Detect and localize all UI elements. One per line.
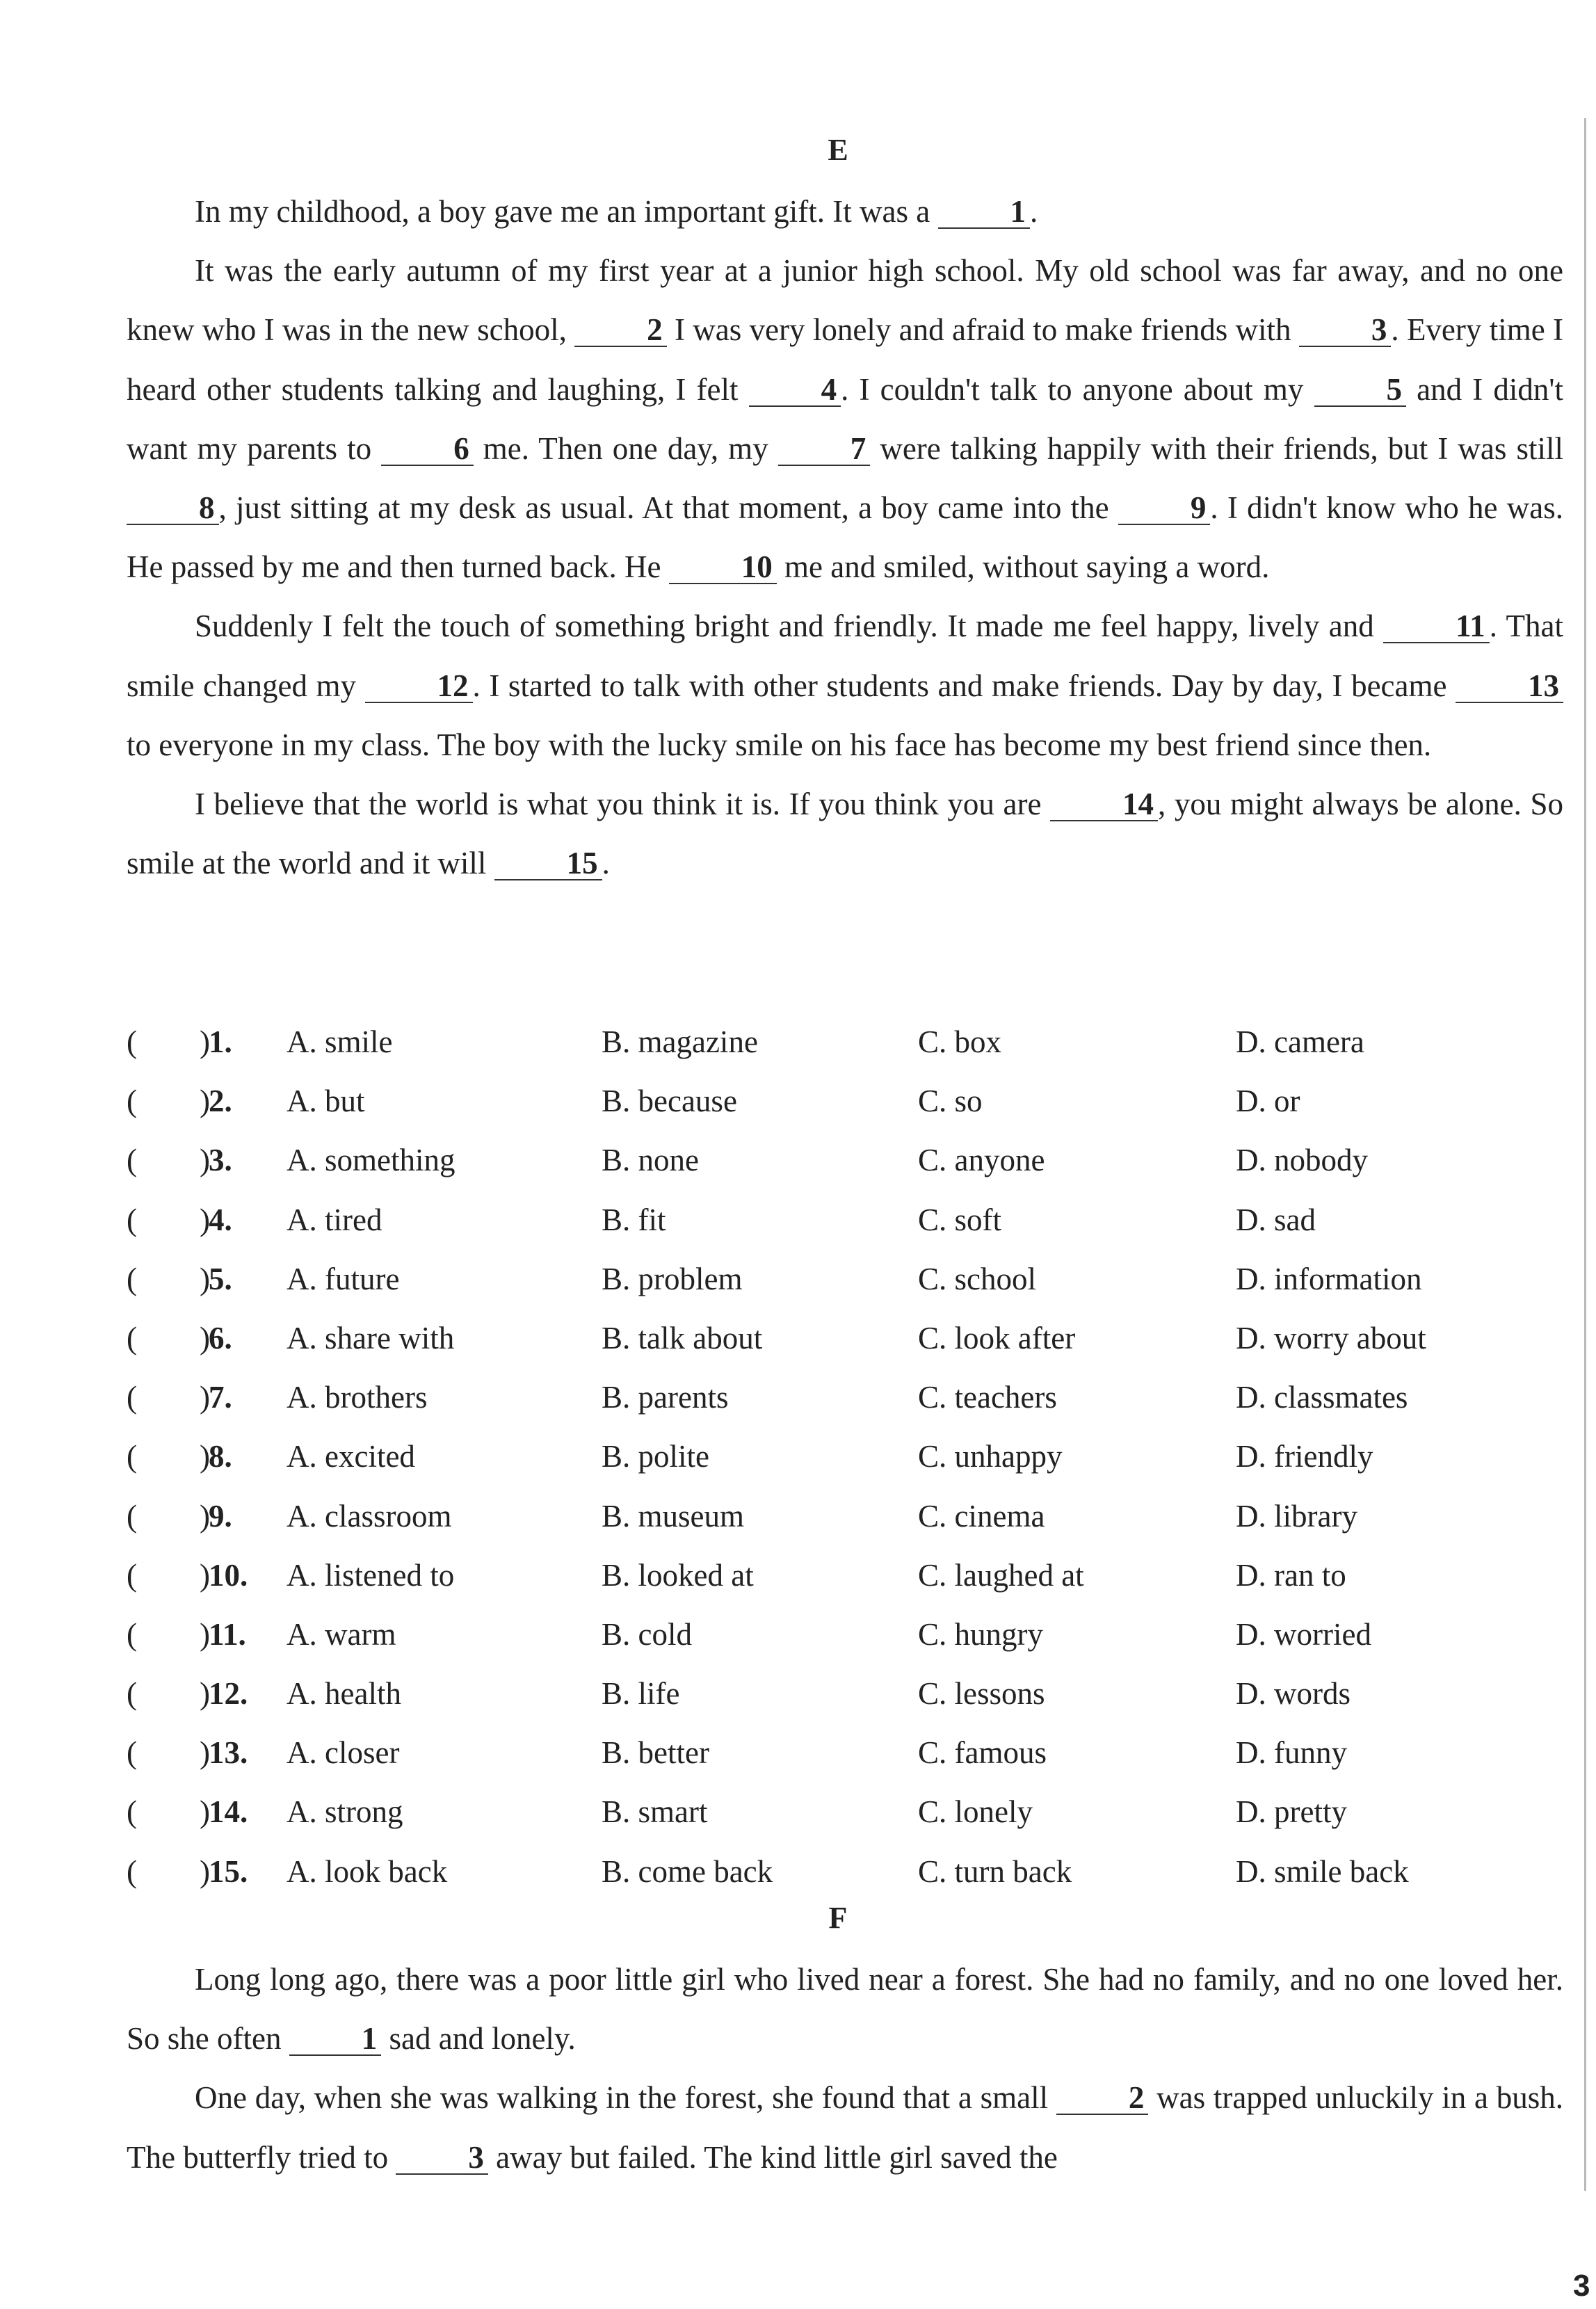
option-d: D. classmates xyxy=(1236,1380,1408,1415)
passage-text: . xyxy=(1030,194,1038,229)
answer-blank: 12 xyxy=(365,670,473,703)
passage-text: Suddenly I felt the touch of something bright and friendly. It made me feel happy, lively and xyxy=(195,609,1384,644)
option-c: C. box xyxy=(918,1024,1002,1059)
option-a: A. look back xyxy=(287,1853,448,1889)
option-a: A. warm xyxy=(287,1616,396,1652)
option-b: B. looked at xyxy=(602,1557,754,1593)
answer-bracket[interactable]: ( ) xyxy=(127,1794,210,1830)
passage-text: , you might always be alone. So smile at the world and it will xyxy=(127,787,1563,881)
option-c: C. so xyxy=(918,1084,983,1119)
option-b: B. smart xyxy=(602,1794,708,1830)
option-d: D. information xyxy=(1236,1261,1422,1296)
option-c: C. laughed at xyxy=(918,1557,1084,1593)
section-f-title: F xyxy=(828,1901,848,1935)
answer-blank: 2 xyxy=(1056,2082,1149,2115)
question-number: 13. xyxy=(209,1735,248,1771)
option-a: A. smile xyxy=(287,1024,393,1059)
question-row xyxy=(127,1783,1563,1842)
option-d: D. ran to xyxy=(1236,1557,1346,1593)
answer-bracket[interactable]: ( ) xyxy=(127,1498,210,1534)
question-row xyxy=(127,1487,1563,1546)
question-row xyxy=(127,1191,1563,1250)
question-number: 1. xyxy=(209,1024,232,1059)
question-row xyxy=(127,1072,1563,1131)
option-a: A. brothers xyxy=(287,1380,428,1415)
option-a: A. classroom xyxy=(287,1498,452,1534)
option-b: B. problem xyxy=(602,1261,743,1296)
answer-bracket[interactable]: ( ) xyxy=(127,1143,210,1178)
answer-blank: 7 xyxy=(778,433,871,466)
option-b: B. museum xyxy=(602,1498,745,1534)
option-d: D. camera xyxy=(1236,1024,1364,1059)
question-row xyxy=(127,1131,1563,1190)
answer-blank: 9 xyxy=(1118,492,1211,525)
right-margin-rule xyxy=(1584,118,1586,2191)
paragraph xyxy=(127,182,1563,241)
question-number: 14. xyxy=(209,1794,248,1830)
question-number: 12. xyxy=(209,1676,248,1712)
passage-text: . I didn't know who he was. He passed by me and then turned back. He xyxy=(127,490,1563,585)
question-row xyxy=(127,1842,1563,1901)
answer-bracket[interactable]: ( ) xyxy=(127,1024,210,1059)
answer-blank: 1 xyxy=(289,2023,382,2056)
option-a: A. strong xyxy=(287,1794,403,1830)
answer-bracket[interactable]: ( ) xyxy=(127,1735,210,1771)
question-number: 15. xyxy=(209,1853,248,1889)
passage-text: me. Then one day, my xyxy=(473,431,778,466)
option-c: C. unhappy xyxy=(918,1439,1063,1474)
answer-blank: 8 xyxy=(127,492,219,525)
passage-text: were talking happily with their friends, but I was still xyxy=(870,431,1563,466)
question-row xyxy=(127,1664,1563,1723)
question-number: 11. xyxy=(209,1616,246,1652)
option-b: B. come back xyxy=(602,1853,773,1889)
option-a: A. excited xyxy=(287,1439,415,1474)
answer-blank: 11 xyxy=(1383,611,1490,643)
passage-text: . Every time I heard other students talking and laughing, I felt xyxy=(127,312,1563,407)
options-list xyxy=(127,1013,1563,1901)
answer-bracket[interactable]: ( ) xyxy=(127,1261,210,1296)
passage-text: away but failed. The kind little girl saved the xyxy=(487,2139,1058,2175)
option-b: B. cold xyxy=(602,1616,692,1652)
answer-blank: 3 xyxy=(1299,314,1392,347)
option-c: C. teachers xyxy=(918,1380,1057,1415)
answer-bracket[interactable]: ( ) xyxy=(127,1202,210,1237)
answer-blank: 6 xyxy=(381,433,474,466)
question-number: 9. xyxy=(209,1498,232,1534)
passage-text: I was very lonely and afraid to make friends with xyxy=(666,312,1299,348)
option-a: A. closer xyxy=(287,1735,400,1771)
passage-e xyxy=(127,182,1563,893)
option-c: C. school xyxy=(918,1261,1037,1296)
option-a: A. but xyxy=(287,1084,365,1119)
passage-text: and I didn't want my parents to xyxy=(127,371,1564,466)
option-c: C. lonely xyxy=(918,1794,1033,1830)
option-d: D. worried xyxy=(1236,1616,1371,1652)
question-number: 6. xyxy=(209,1320,232,1355)
option-d: D. smile back xyxy=(1236,1853,1409,1889)
option-a: A. something xyxy=(287,1143,456,1178)
answer-blank: 1 xyxy=(938,196,1031,229)
paragraph xyxy=(127,2068,1563,2187)
answer-bracket[interactable]: ( ) xyxy=(127,1676,210,1712)
answer-blank: 10 xyxy=(669,552,777,584)
option-c: C. lessons xyxy=(918,1676,1045,1712)
option-c: C. famous xyxy=(918,1735,1047,1771)
option-a: A. future xyxy=(287,1261,400,1296)
answer-blank: 3 xyxy=(396,2142,488,2175)
question-row xyxy=(127,1605,1563,1664)
page-number: 3 xyxy=(1573,2269,1590,2303)
option-b: B. fit xyxy=(602,1202,666,1237)
answer-bracket[interactable]: ( ) xyxy=(127,1380,210,1415)
option-b: B. life xyxy=(602,1676,680,1712)
answer-bracket[interactable]: ( ) xyxy=(127,1084,210,1119)
passage-text: . That smile changed my xyxy=(127,609,1563,703)
option-c: C. hungry xyxy=(918,1616,1043,1652)
option-c: C. turn back xyxy=(918,1853,1072,1889)
answer-bracket[interactable]: ( ) xyxy=(127,1557,210,1593)
answer-bracket[interactable]: ( ) xyxy=(127,1439,210,1474)
option-a: A. tired xyxy=(287,1202,382,1237)
option-d: D. friendly xyxy=(1236,1439,1373,1474)
question-number: 10. xyxy=(209,1557,248,1593)
paragraph xyxy=(127,775,1563,893)
answer-blank: 15 xyxy=(494,848,602,880)
option-d: D. words xyxy=(1236,1676,1351,1712)
passage-text: In my childhood, a boy gave me an important gift. It was a xyxy=(195,194,938,229)
answer-bracket[interactable]: ( ) xyxy=(127,1853,210,1889)
option-d: D. pretty xyxy=(1236,1794,1347,1830)
option-d: D. library xyxy=(1236,1498,1357,1534)
passage-text: was trapped unluckily in a bush. The butterfly tried to xyxy=(127,2080,1563,2175)
question-row xyxy=(127,1013,1563,1072)
question-row xyxy=(127,1546,1563,1605)
question-number: 7. xyxy=(209,1380,232,1415)
passage-text: Long long ago, there was a poor little girl who lived near a forest. She had no family, and no one loved her. So she often xyxy=(127,1962,1563,2057)
question-number: 5. xyxy=(209,1261,232,1296)
answer-blank: 4 xyxy=(749,374,841,407)
option-c: C. cinema xyxy=(918,1498,1045,1534)
question-number: 3. xyxy=(209,1143,232,1178)
answer-blank: 5 xyxy=(1314,374,1407,407)
option-c: C. look after xyxy=(918,1320,1076,1355)
passage-text: . I started to talk with other students and make friends. Day by day, I became xyxy=(472,668,1456,703)
answer-blank: 14 xyxy=(1050,789,1158,821)
passage-text: . xyxy=(602,846,610,881)
answer-bracket[interactable]: ( ) xyxy=(127,1320,210,1355)
option-d: D. funny xyxy=(1236,1735,1347,1771)
option-b: B. better xyxy=(602,1735,709,1771)
section-e-title: E xyxy=(828,133,848,167)
option-d: D. nobody xyxy=(1236,1143,1368,1178)
question-number: 4. xyxy=(209,1202,232,1237)
paragraph xyxy=(127,1950,1563,2068)
option-b: B. parents xyxy=(602,1380,729,1415)
option-b: B. talk about xyxy=(602,1320,763,1355)
option-a: A. health xyxy=(287,1676,401,1712)
option-c: C. anyone xyxy=(918,1143,1045,1178)
option-a: A. share with xyxy=(287,1320,455,1355)
option-c: C. soft xyxy=(918,1202,1002,1237)
option-b: B. magazine xyxy=(602,1024,758,1059)
option-d: D. worry about xyxy=(1236,1320,1426,1355)
paragraph xyxy=(127,241,1563,597)
question-row xyxy=(127,1427,1563,1486)
passage-text: me and smiled, without saying a word. xyxy=(776,549,1270,585)
question-row xyxy=(127,1309,1563,1368)
passage-text: I believe that the world is what you think it is. If you think you are xyxy=(195,787,1051,822)
passage-text: , just sitting at my desk as usual. At that moment, a boy came into the xyxy=(218,490,1118,526)
option-b: B. because xyxy=(602,1084,737,1119)
question-number: 2. xyxy=(209,1084,232,1119)
answer-bracket[interactable]: ( ) xyxy=(127,1616,210,1652)
question-number: 8. xyxy=(209,1439,232,1474)
passage-text: It was the early autumn of my first year at a junior high school. My old school was far away, and no one knew who I was in the new school, xyxy=(127,253,1563,348)
option-b: B. polite xyxy=(602,1439,709,1474)
option-b: B. none xyxy=(602,1143,699,1178)
answer-blank: 13 xyxy=(1456,670,1563,703)
paragraph xyxy=(127,597,1563,775)
passage-text: One day, when she was walking in the forest, she found that a small xyxy=(195,2080,1056,2116)
option-a: A. listened to xyxy=(287,1557,455,1593)
question-row xyxy=(127,1723,1563,1783)
passage-text: sad and lonely. xyxy=(381,2021,576,2057)
question-row xyxy=(127,1368,1563,1427)
passage-f xyxy=(127,1950,1563,2187)
passage-text: to everyone in my class. The boy with the lucky smile on his face has become my best friend since then. xyxy=(127,727,1432,762)
option-d: D. or xyxy=(1236,1084,1300,1119)
question-row xyxy=(127,1250,1563,1309)
answer-blank: 2 xyxy=(574,314,667,347)
passage-text: . I couldn't talk to anyone about my xyxy=(841,371,1314,407)
option-d: D. sad xyxy=(1236,1202,1316,1237)
